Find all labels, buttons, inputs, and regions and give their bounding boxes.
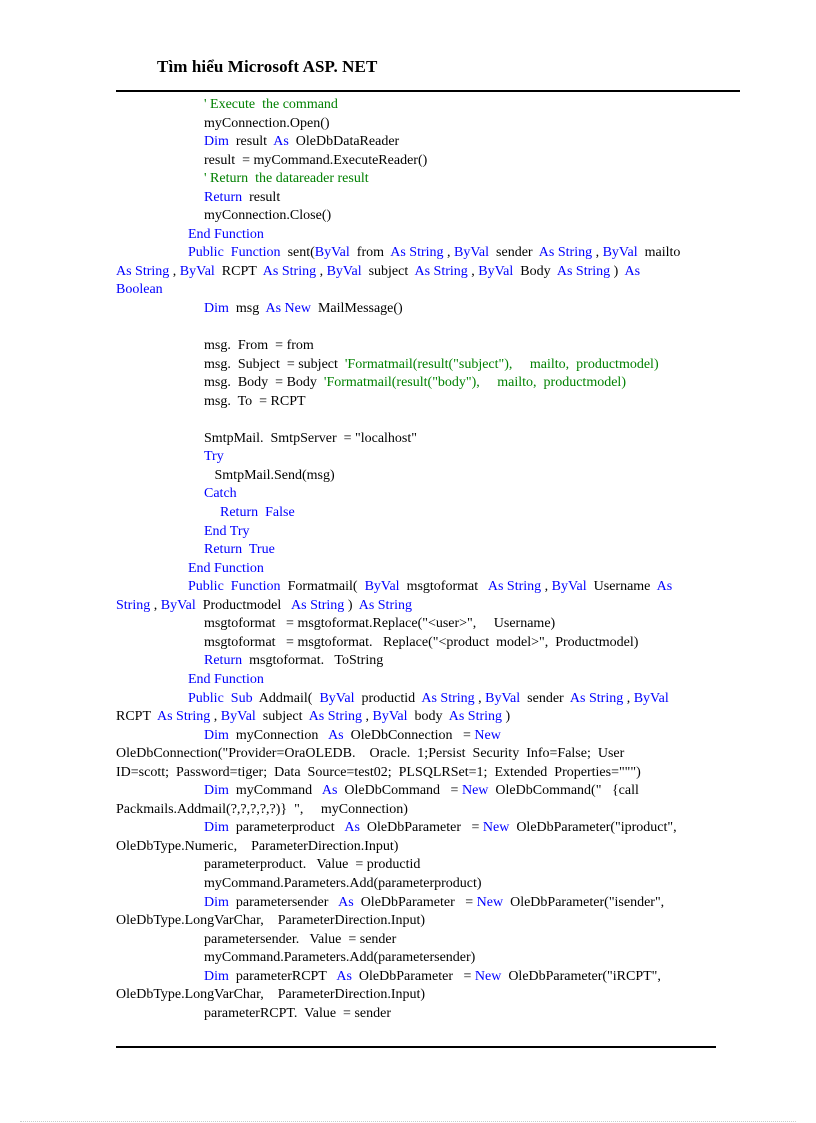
code-text: result [228,134,274,150]
code-text: , [474,690,486,706]
code-line [116,968,726,987]
code-text: OleDbCommand(" {call [488,783,639,799]
code-text: OleDbParameter("iproduct", [509,820,677,836]
code-line [116,356,726,375]
code-keyword: ByVal [372,709,408,725]
code-keyword: As String [390,245,444,261]
code-line [116,578,726,597]
code-text: mailto [637,245,681,261]
code-text: ) [344,597,359,613]
code-line [116,541,726,560]
code-keyword: New [474,968,502,984]
code-text: Productmodel [195,597,292,613]
code-line [116,467,726,486]
code-keyword: New [474,727,501,743]
code-keyword: Dim [204,134,229,150]
code-text: sender [489,245,539,261]
code-keyword: New [461,783,489,799]
code-text: SmtpMail. SmtpServer = "localhost" [204,430,417,446]
code-keyword: New [476,894,504,910]
code-text: OleDbCommand = [337,783,462,799]
code-text: result [242,189,281,205]
code-line [116,152,726,171]
code-keyword: ByVal [454,245,490,261]
code-keyword: ByVal [179,263,215,279]
code-keyword: As String [358,597,412,613]
code-text: msg. Subject = subject [204,356,345,372]
code-text: OleDbConnection("Provider=OraOLEDB. Oracle. 1;Persist Security Info=False; User [116,746,625,762]
code-keyword: Public Function [188,245,281,261]
header-rule [116,90,740,92]
code-keyword: As [344,820,360,836]
code-comment: 'Formatmail(result("subject"), mailto, productmodel) [344,356,659,372]
code-text: OleDbParameter("isender", [503,894,665,910]
code-keyword: End Try [204,523,250,539]
code-keyword: Return False [220,505,295,521]
code-text: , [467,263,479,279]
code-text: RCPT [214,263,263,279]
code-line [116,337,726,356]
code-text: ID=scott; Password=tiger; Data Source=test02; PLSQLRSet=1; Extended Properties=""") [116,764,641,780]
code-line [116,263,726,282]
code-text: , [361,709,373,725]
code-text: OleDbParameter = [353,894,477,910]
code-keyword: ByVal [314,245,350,261]
code-line [116,838,726,857]
code-text: body [407,709,449,725]
code-line [116,894,726,913]
code-text: Username [586,579,657,595]
code-keyword: As [328,727,344,743]
code-keyword: ByVal [319,690,355,706]
code-text: ) [610,263,625,279]
code-line [116,226,726,245]
code-text: msg. From = from [204,338,314,354]
code-line [116,986,726,1005]
code-line [116,133,726,152]
code-text: OleDbParameter = [351,968,475,984]
code-line [116,1005,726,1024]
code-line [116,690,726,709]
code-text: result = myCommand.ExecuteReader() [204,152,428,168]
code-line [116,745,726,764]
code-text: sender [520,690,570,706]
code-text: subject [361,263,415,279]
code-keyword: As New [265,301,311,317]
code-text: productid [354,690,422,706]
code-text: myConnection.Open() [204,115,330,131]
code-text: , [623,690,634,706]
code-keyword: As String [157,709,211,725]
code-text: OleDbDataReader [288,134,400,150]
code-line [116,931,726,950]
code-keyword: ByVal [633,690,669,706]
code-line [116,96,726,115]
code-text: , [443,245,455,261]
code-keyword: As String [487,579,542,595]
code-text: myCommand [228,783,322,799]
code-line [116,115,726,134]
code-keyword: Public Function [188,579,281,595]
code-keyword: As [624,263,641,279]
code-text: parametersender [228,894,339,910]
code-text: OleDbType.LongVarChar, ParameterDirection.Input) [116,913,426,929]
code-keyword: Dim [204,968,229,984]
code-comment: ' Execute the command [204,97,338,112]
code-text: , [210,709,221,725]
code-text: myCommand.Parameters.Add(parameterproduct) [204,875,482,891]
code-text: , [150,597,161,613]
code-keyword: New [482,820,510,836]
code-line [116,671,726,690]
code-keyword: As String [291,597,345,613]
code-text: msg. Body = Body [204,375,324,391]
code-text: , [541,579,552,595]
code-keyword: Boolean [116,282,163,298]
code-keyword: Dim [204,727,229,743]
code-line [116,819,726,838]
code-keyword: Return True [204,542,275,558]
code-keyword: String [116,597,151,613]
code-keyword: As String [308,709,362,725]
code-keyword: Dim [204,894,229,910]
code-text: parameterRCPT. Value = sender [204,1005,391,1021]
code-line [116,411,726,430]
code-keyword: As [321,783,338,799]
code-text: msgtoformat. ToString [242,653,384,669]
code-line [116,523,726,542]
code-text: parameterproduct [228,820,345,836]
code-line [116,782,726,801]
code-text: subject [255,709,309,725]
page-edge-divider [20,1121,796,1122]
code-text: SmtpMail.Send(msg) [204,467,335,483]
code-text: Formatmail( [280,579,365,595]
code-text: sent( [280,245,315,261]
code-keyword: As String [116,263,170,279]
code-line [116,319,726,338]
code-line [116,727,726,746]
footer-rule [116,1046,716,1048]
code-line [116,207,726,226]
code-text: MailMessage() [310,301,403,317]
code-keyword: Dim [204,820,229,836]
code-line [116,615,726,634]
code-keyword: As String [262,263,317,279]
code-line [116,634,726,653]
code-keyword: Try [204,449,224,465]
code-text: msgtoformat [399,579,488,595]
code-text: parameterRCPT [228,968,337,984]
code-keyword: ByVal [326,263,362,279]
code-text: msgtoformat = msgtoformat.Replace("<user>", Username) [204,616,556,632]
code-line [116,300,726,319]
code-keyword: Return [204,189,243,205]
code-text: Body [513,263,557,279]
code-keyword: As String [448,709,503,725]
code-line [116,393,726,412]
code-keyword: ByVal [220,709,256,725]
code-text: parameterproduct. Value = productid [204,857,421,873]
code-keyword: Dim [204,783,229,799]
code-line [116,485,726,504]
code-line [116,949,726,968]
code-line [116,652,726,671]
code-text: OleDbParameter = [359,820,483,836]
code-line [116,708,726,727]
code-keyword: As String [421,690,475,706]
code-text: from [349,245,391,261]
code-line [116,856,726,875]
code-text: myCommand.Parameters.Add(parametersender) [204,950,476,966]
code-comment: 'Formatmail(result("body"), mailto, productmodel) [323,375,626,391]
code-text: msgtoformat = msgtoformat. Replace("<product model>", Productmodel) [204,634,639,650]
code-line [116,875,726,894]
code-keyword: Dim [204,301,229,317]
code-keyword: As [336,968,352,984]
code-keyword: Return [204,653,243,669]
code-line [116,912,726,931]
code-text: myConnection [228,727,329,743]
code-keyword: As String [538,245,593,261]
code-line [116,430,726,449]
code-keyword: ByVal [478,263,514,279]
code-keyword: ByVal [485,690,521,706]
code-keyword: ByVal [602,245,638,261]
code-keyword: ByVal [364,579,400,595]
code-text: OleDbType.LongVarChar, ParameterDirection.Input) [116,987,426,1003]
page-header-title: Tìm hiểu Microsoft ASP. NET [157,57,378,76]
code-keyword: End Function [188,671,264,687]
code-keyword: Public Sub [188,690,253,706]
code-line [116,597,726,616]
code-text: Addmail( [252,690,320,706]
code-keyword: As [656,579,673,595]
code-line [116,281,726,300]
code-line [116,189,726,208]
code-text: OleDbParameter("iRCPT", [501,968,661,984]
code-text: Packmails.Addmail(?,?,?,?,?)} ", myConnection) [116,801,408,817]
code-text: , [592,245,603,261]
code-text: parametersender. Value = sender [204,931,397,947]
code-keyword: Catch [204,486,237,502]
code-text: OleDbType.Numeric, ParameterDirection.Input) [116,838,399,854]
code-text: msg. To = RCPT [204,393,306,409]
code-keyword: As String [556,263,611,279]
code-line [116,504,726,523]
code-text: OleDbConnection = [343,727,475,743]
code-keyword: End Function [188,560,264,576]
code-keyword: ByVal [551,579,587,595]
code-line [116,560,726,579]
code-comment: ' Return the datareader result [204,171,369,187]
code-line [116,448,726,467]
code-text: myConnection.Close() [204,208,332,224]
code-line [116,170,726,189]
code-line [116,764,726,783]
code-keyword: As [273,134,289,150]
code-keyword: ByVal [160,597,196,613]
code-text: msg [228,301,266,317]
code-keyword: As [338,894,354,910]
code-line [116,374,726,393]
code-text: , [169,263,180,279]
code-keyword: As String [414,263,468,279]
code-line [116,244,726,263]
code-listing [116,96,726,1023]
code-keyword: As String [569,690,624,706]
code-text: RCPT [116,709,157,725]
code-keyword: End Function [188,226,264,242]
code-text: , [316,263,327,279]
code-text: ) [502,709,511,725]
code-line [116,801,726,820]
